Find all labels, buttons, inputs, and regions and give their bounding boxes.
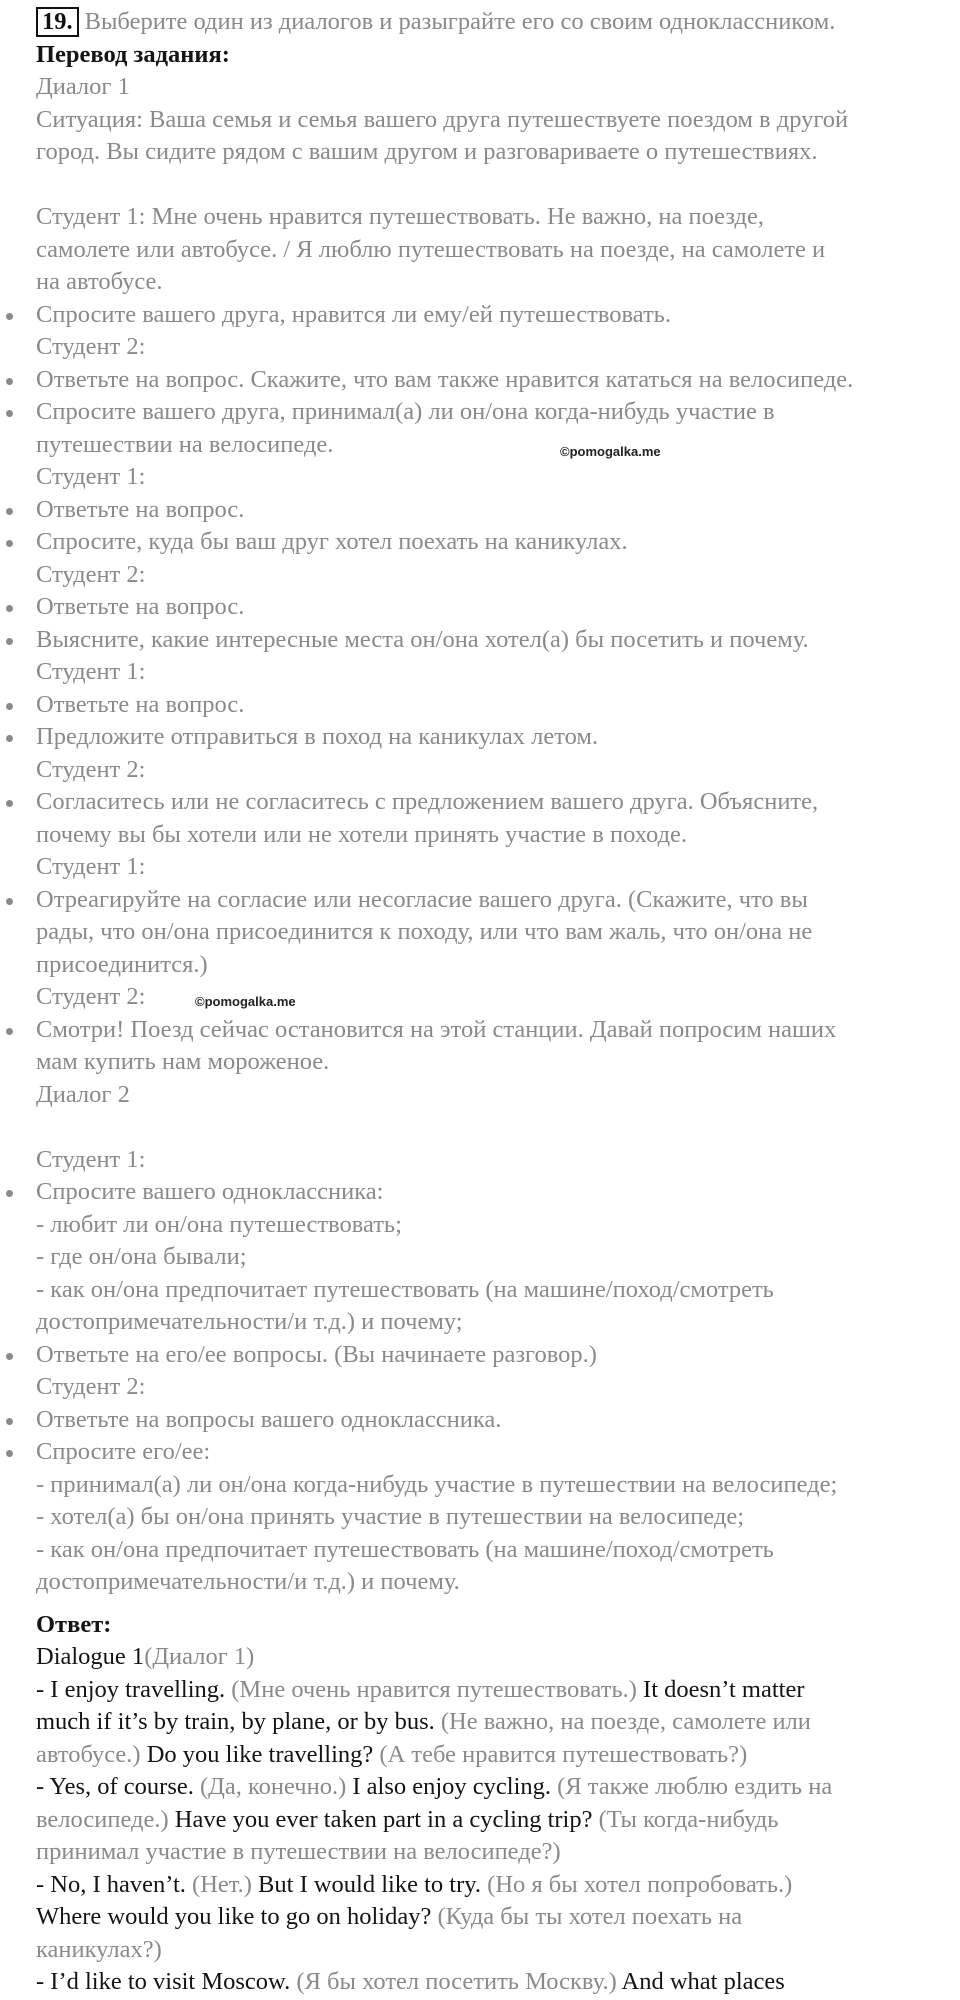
answer-line: much if it’s by train, by plane, or by bus. (Не важно, на поезде, самолете или (36, 1708, 811, 1735)
answer-line: - I enjoy travelling. (Мне очень нравится путешествовать.) It doesn’t matter (36, 1675, 805, 1703)
answer-line: - I’d like to visit Moscow. (Я бы хотел посетить Москву.) And what places (36, 1968, 785, 1995)
task-bullet-continuation: путешествии на велосипеде. (36, 430, 334, 458)
student-label: Студент 2: (36, 755, 146, 783)
translation-heading: Перевод задания: (36, 40, 230, 68)
task-bullet: Ответьте на его/ее вопросы. (Вы начинаете разговор.) (36, 1339, 960, 1372)
task-bullet: Спросите вашего одноклассника: (36, 1176, 960, 1209)
task-subitem: - хотел(а) бы он/она принять участие в путешествии на велосипеде; (36, 1503, 744, 1530)
situation-line: Ситуация: Ваша семья и семья вашего друга путешествуете поездом в другой (36, 105, 849, 133)
watermark: ©pomogalka.me (195, 994, 296, 1009)
task-bullet: Выясните, какие интересные места он/она хотел(а) бы посетить и почему. (36, 624, 960, 657)
answer-heading: Ответ: (36, 1610, 112, 1638)
dialogue-2-title: Диалог 2 (36, 1080, 130, 1108)
task-bullet: Смотри! Поезд сейчас остановится на этой станции. Давай попросим наших (36, 1014, 960, 1047)
answer-line: принимал участие в путешествии на велосипеде?) (36, 1838, 561, 1865)
task-bullet: Отреагируйте на согласие или несогласие вашего друга. (Скажите, что вы (36, 884, 960, 917)
task-subitem: - принимал(а) ли он/она когда-нибудь участие в путешествии на велосипеде; (36, 1470, 838, 1498)
task-bullet: Ответьте на вопрос. (36, 689, 960, 722)
task-bullet: Спросите вашего друга, принимал(а) ли он/она когда-нибудь участие в (36, 396, 960, 429)
student-label: Студент 2: (36, 333, 146, 360)
task-bullet: Ответьте на вопрос. (36, 494, 960, 527)
task-bullet: Согласитесь или не согласитесь с предложением вашего друга. Объясните, (36, 786, 960, 819)
answer-line: - No, I haven’t. (Нет.) But I would like to try. (Но я бы хотел попробовать.) (36, 1870, 793, 1898)
student-label: Студент 2: (36, 560, 146, 588)
task-subitem: достопримечательности/и т.д.) и почему. (36, 1568, 460, 1595)
situation-line: город. Вы сидите рядом с вашим другом и разговариваете о путешествиях. (36, 138, 818, 165)
task-bullet: Спросите его/ее: (36, 1436, 960, 1469)
answer-line: Where would you like to go on holiday? (Куда бы ты хотел поехать на (36, 1903, 743, 1930)
task-subitem: - где он/она бывали; (36, 1243, 247, 1270)
answer-line: Dialogue 1(Диалог 1) (36, 1643, 255, 1670)
task-bullet: Спросите вашего друга, нравится ли ему/ей путешествовать. (36, 299, 960, 332)
student-label: Студент 1: (36, 658, 146, 685)
exercise-header (36, 6, 960, 39)
task-subitem: - как он/она предпочитает путешествовать (на машине/поход/смотреть (36, 1535, 774, 1563)
answer-line: каникулах?) (36, 1935, 162, 1963)
task-bullet: Ответьте на вопрос. (36, 591, 960, 624)
task-bullet-continuation: присоединится.) (36, 950, 208, 978)
answer-line: - Yes, of course. (Да, конечно.) I also enjoy cycling. (Я также люблю ездить на (36, 1773, 833, 1800)
student-line: Студент 1: Мне очень нравится путешествовать. Не важно, на поезде, (36, 203, 765, 230)
watermark: ©pomogalka.me (560, 444, 661, 459)
task-bullet: Спросите, куда бы ваш друг хотел поехать на каникулах. (36, 526, 960, 559)
task-bullet: Ответьте на вопросы вашего одноклассника. (36, 1404, 960, 1437)
student-label: Студент 1: (36, 463, 146, 490)
student-label: Студент 2: (36, 983, 146, 1010)
student-line: на автобусе. (36, 268, 163, 295)
task-bullet: Ответьте на вопрос. Скажите, что вам также нравится кататься на велосипеде. (36, 364, 960, 397)
answer-line: велосипеде.) Have you ever taken part in a cycling trip? (Ты когда-нибудь (36, 1805, 779, 1833)
task-subitem: - как он/она предпочитает путешествовать (на машине/поход/смотреть (36, 1275, 774, 1303)
answer-line: автобусе.) Do you like travelling? (А тебе нравится путешествовать?) (36, 1740, 748, 1768)
task-subitem: - любит ли он/она путешествовать; (36, 1210, 402, 1238)
task-subitem: достопримечательности/и т.д.) и почему; (36, 1308, 463, 1335)
task-bullet-continuation: мам купить нам мороженое. (36, 1048, 330, 1075)
task-bullet-continuation: рады, что он/она присоединится к походу, или что вам жаль, что он/она не (36, 918, 813, 945)
dialogue-1-title: Диалог 1 (36, 73, 130, 100)
exercise-number: 19. (36, 7, 79, 37)
student-line: самолете или автобусе. / Я люблю путешествовать на поезде, на самолете и (36, 235, 826, 263)
exercise-instruction: Выберите один из диалогов и разыграйте его со своим одноклассником. (84, 8, 836, 35)
student-label: Студент 2: (36, 1373, 146, 1400)
student-label: Студент 1: (36, 853, 146, 880)
student-label: Студент 1: (36, 1145, 146, 1173)
task-bullet-continuation: почему вы бы хотели или не хотели принять участие в походе. (36, 820, 688, 848)
task-bullet: Предложите отправиться в поход на каникулах летом. (36, 721, 960, 754)
